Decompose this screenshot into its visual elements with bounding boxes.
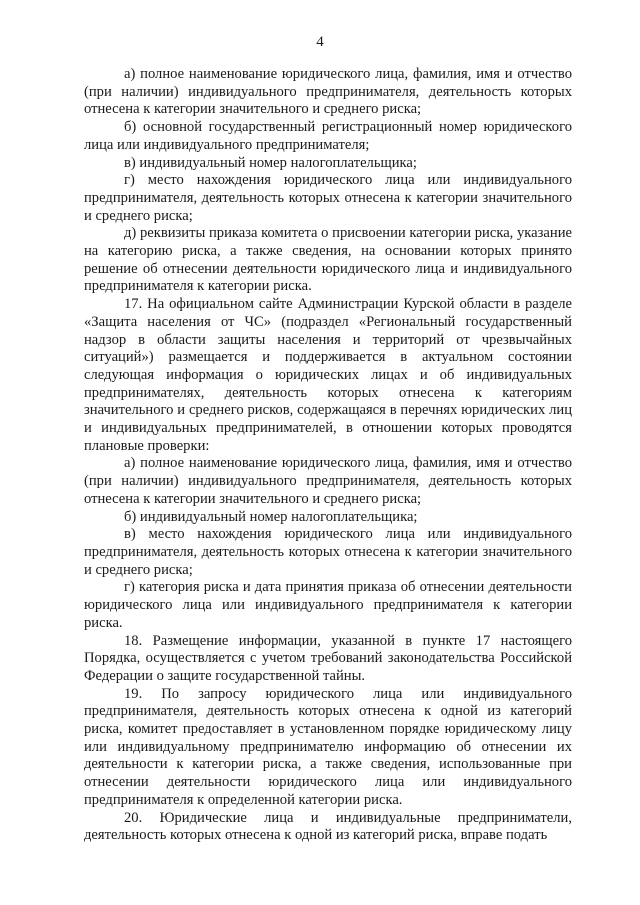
paragraph-clause-17-v: в) место нахождения юридического лица или индивидуального предпринимателя, деятельность которых отнесена к категории значительного и среднего риска;	[84, 526, 572, 578]
paragraph-item-d: д) реквизиты приказа комитета о присвоении категории риска, указание на категорию риска, а также сведения, на основании которых принято решение об отнесении деятельности юридического лица и индивидуального предпринимателя к категории риска.	[84, 225, 572, 295]
paragraph-clause-17-a: а) полное наименование юридического лица, фамилия, имя и отчество (при наличии) индивидуального предпринимателя, деятельность которых отнесена к категории значительного и среднего риска;	[84, 455, 572, 507]
paragraph-item-a: а) полное наименование юридического лица, фамилия, имя и отчество (при наличии) индивидуального предпринимателя, деятельность которых отнесена к категории значительного и среднего риска;	[84, 66, 572, 118]
paragraph-clause-19: 19. По запросу юридического лица или индивидуального предпринимателя, деятельность которых отнесена к одной из категорий риска, комитет предоставляет в установленном порядке юридическому лицу или индивидуальному предпринимателю информацию об отнесении их деятельности к категории риска, а также сведения, использованные при отнесении деятельности юридического лица или индивидуального предпринимателя к определенной категории риска.	[84, 685, 572, 808]
paragraph-item-g: г) место нахождения юридического лица или индивидуального предпринимателя, деятельность которых отнесена к категории значительного и среднего риска;	[84, 172, 572, 224]
paragraph-clause-18: 18. Размещение информации, указанной в пункте 17 настоящего Порядка, осуществляется с учетом требований законодательства Российской Федерации о защите государственной тайны.	[84, 632, 572, 684]
paragraph-clause-17-b: б) индивидуальный номер налогоплательщика;	[124, 508, 418, 525]
paragraph-item-v: в) индивидуальный номер налогоплательщика;	[124, 154, 417, 171]
paragraph-clause-20: 20. Юридические лица и индивидуальные предприниматели, деятельность которых отнесена к одной из категорий риска, вправе подать	[84, 809, 572, 844]
page-number: 4	[316, 34, 324, 50]
paragraph-clause-17-g: г) категория риска и дата принятия приказа об отнесении деятельности юридического лица или индивидуального предпринимателя к категории риска.	[84, 579, 572, 631]
document-body	[84, 66, 572, 845]
paragraph-clause-17: 17. На официальном сайте Администрации Курской области в разделе «Защита населения от ЧС» (подраздел «Региональный государственный надзор в области защиты населения и территорий от чрезвычайных ситуаций») размещается и поддерживается в актуальном состоянии следующая информация о юридических лицах и об индивидуальных предпринимателях, деятельность которых отнесена к категориям значительного и среднего рисков, содержащаяся в перечнях юридических лиц и индивидуальных предпринимателей, в отношении которых проводятся плановые проверки:	[84, 296, 572, 454]
paragraph-item-b: б) основной государственный регистрационный номер юридического лица или индивидуального предпринимателя;	[84, 119, 572, 153]
